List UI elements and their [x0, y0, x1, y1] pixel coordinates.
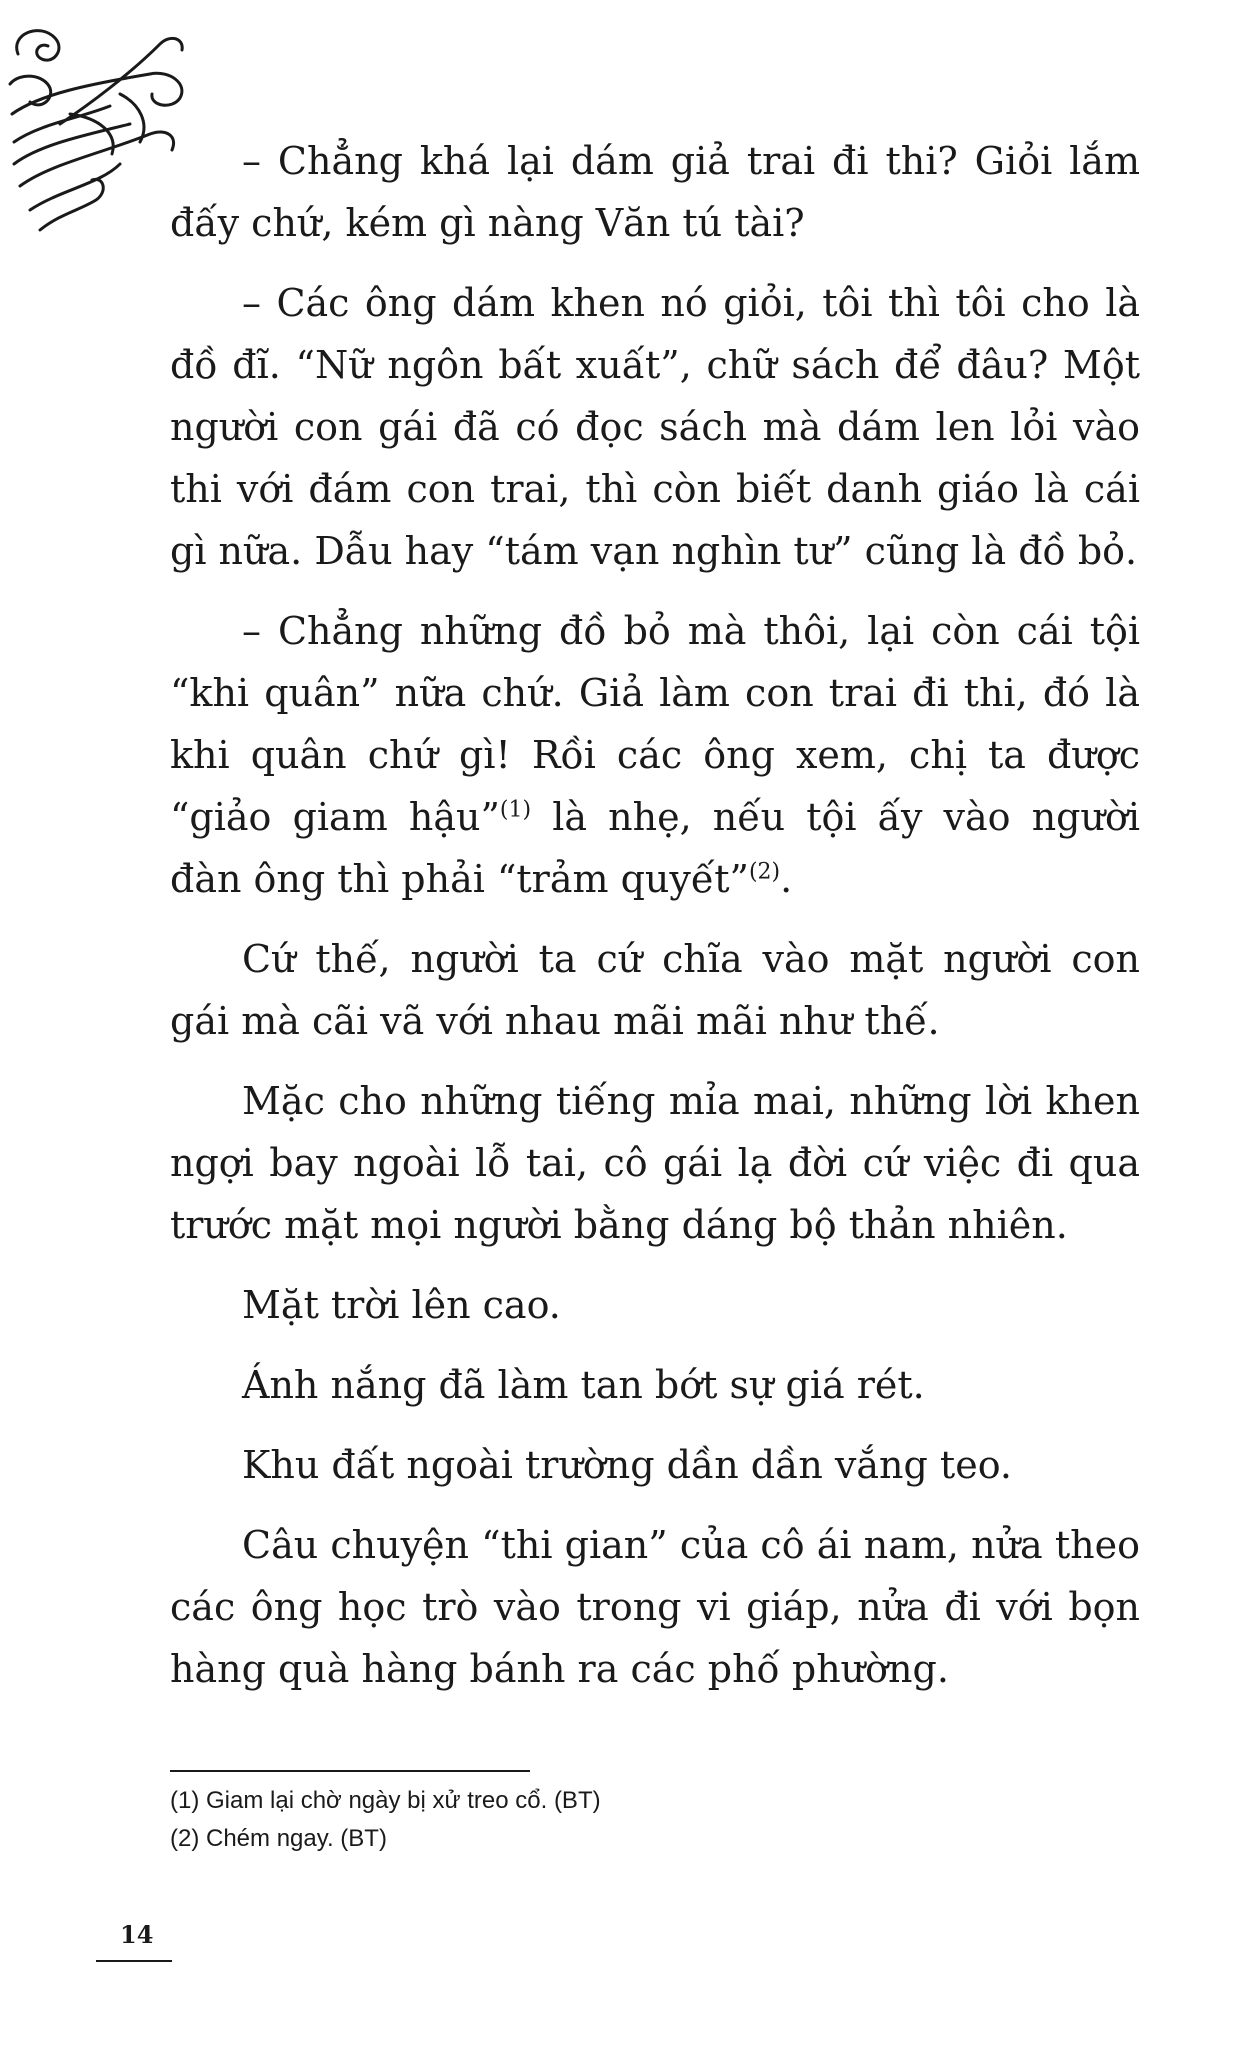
paragraph-5: Mặc cho những tiếng mỉa mai, những lời khen ngợi bay ngoài lỗ tai, cô gái lạ đời cứ việc đi qua trước mặt mọi người bằng dáng bộ thản nhiên.	[170, 1079, 1140, 1247]
footnotes	[170, 1782, 1070, 1858]
page-number-underline	[96, 1960, 172, 1962]
paragraph-9: Câu chuyện “thi gian” của cô ái nam, nửa theo các ông học trò vào trong vi giáp, nửa đi với bọn hàng quà hàng bánh ra các phố phường.	[170, 1523, 1140, 1691]
paragraph-4: Cứ thế, người ta cứ chĩa vào mặt người con gái mà cãi vã với nhau mãi mãi như thế.	[170, 937, 1140, 1043]
page-body	[170, 130, 1140, 1718]
footnote-1: (1) Giam lại chờ ngày bị xử treo cổ. (BT)	[170, 1787, 601, 1814]
paragraph-3	[170, 600, 1140, 910]
paragraph-3-continuation: là nhẹ, nếu tội ấy vào người đàn ông thì phải “trảm quyết”	[170, 795, 1140, 901]
paragraph-6: Mặt trời lên cao.	[242, 1283, 561, 1327]
paragraph-2: – Các ông dám khen nó giỏi, tôi thì tôi cho là đồ đĩ. “Nữ ngôn bất xuất”, chữ sách để đâu? Một người con gái đã có đọc sách mà dám len lỏi vào thi với đám con trai, thì còn biết danh giáo là cái gì nữa. Dẫu hay “tám vạn nghìn tư” cũng là đồ bỏ.	[170, 281, 1140, 573]
footnote-2: (2) Chém ngay. (BT)	[170, 1825, 387, 1852]
page-number: 14	[120, 1920, 154, 1949]
footnote-marker-1: (1)	[499, 797, 532, 823]
paragraph-3-text: – Chẳng những đồ bỏ mà thôi, lại còn cái tội “khi quân” nữa chứ. Giả làm con trai đi thi, đó là khi quân chứ gì! Rồi các ông xem, chị ta được “giảo giam hậu”	[170, 609, 1140, 839]
paragraph-3-end: .	[780, 857, 793, 901]
paragraph-8: Khu đất ngoài trường dần dần vắng teo.	[242, 1443, 1012, 1487]
footnote-marker-2: (2)	[748, 859, 781, 885]
paragraph-7: Ánh nắng đã làm tan bớt sự giá rét.	[242, 1363, 925, 1407]
footnote-divider	[170, 1770, 530, 1772]
paragraph-1: – Chẳng khá lại dám giả trai đi thi? Giỏi lắm đấy chứ, kém gì nàng Văn tú tài?	[170, 139, 1140, 245]
